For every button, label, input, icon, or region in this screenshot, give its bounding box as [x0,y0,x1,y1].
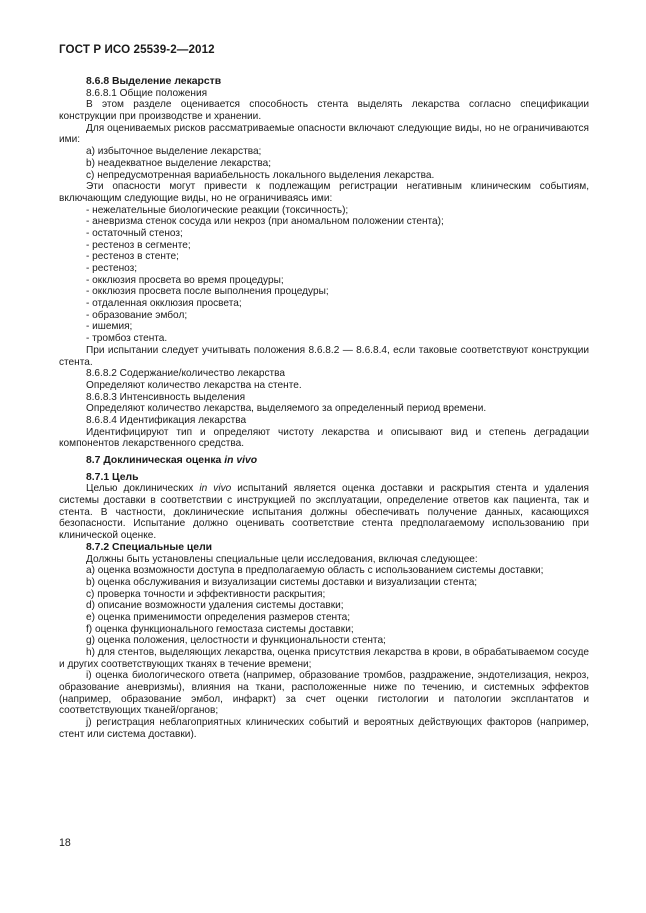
paragraph: При испытании следует учитывать положения 8.6.8.2 — 8.6.8.4, если таковые соответствуют конструкции стента. [59,344,589,368]
list-item: - аневризма стенок сосуда или некроз (при аномальном положении стента); [86,216,444,228]
text-run: Целью доклинических [86,483,200,495]
paragraph: Для оцениваемых рисков рассматриваемые опасности включают следующие виды, но не ограничиваются ими: [59,122,589,146]
subsection-title-8-6-8-2: 8.6.8.2 Содержание/количество лекарства [86,368,286,380]
list-item: - рестеноз в сегменте; [86,239,191,251]
italic-run: in vivo [199,483,232,495]
list-item: d) описание возможности удаления системы доставки; [86,600,344,612]
list-item: b) оценка обслуживания и визуализации системы доставки и визуализации стента; [86,576,478,588]
paragraph: Идентифицируют тип и определяют чистоту лекарства и описывают вид и степень деградации компонентов лекарственного средства. [59,426,589,450]
paragraph: В этом разделе оценивается способность стента выделять лекарства согласно спецификации конструкции при производстве и хранении. [59,99,589,123]
paragraph: Определяют количество лекарства на стенте. [86,379,302,391]
subsection-title-8-6-8-1: 8.6.8.1 Общие положения [86,87,208,99]
list-item: b) неадекватное выделение лекарства; [86,157,271,169]
heading-italic: in vivo [224,455,258,466]
list-item: - ишемия; [86,321,133,333]
paragraph: Эти опасности могут привести к подлежащим регистрации негативным клиническим событиям, включающим следующие виды, но не ограничиваясь ими: [59,181,589,204]
section-heading-8-7-2: 8.7.2 Специальные цели [86,541,213,553]
list-item: - образование эмбол; [86,309,188,321]
list-item: g) оценка положения, целостности и функциональности стента; [86,635,386,647]
paragraph: Определяют количество лекарства, выделяемого за определенный период времени. [86,403,487,415]
text-run: испытаний является оценка доставки и раскрытия стента и удаления системы доставки в соответствии с инструкцией по эксплуатации, определение ответов как пациента, так и стента. В частности, доклинические испытания должны обеспечивать получение данных, касающихся безопасности. Испытание должно оценивать соответствие стента предполагаемому использованию при клинической оценке. [59,483,589,542]
list-item: a) оценка возможности доступа в предполагаемую область с использованием системы доставки; [86,565,544,577]
subsection-title-8-6-8-3: 8.6.8.3 Интенсивность выделения [86,391,246,403]
heading-text: 8.7 Доклиническая оценка [86,455,225,466]
list-item: e) оценка применимости определения размеров стента; [86,611,351,623]
subsection-title-8-6-8-4: 8.6.8.4 Идентификация лекарства [86,414,247,426]
list-item: f) оценка функционального гемостаза системы доставки; [86,623,354,635]
document-header: ГОСТ Р ИСО 25539-2—2012 [59,43,215,56]
list-item: - рестеноз; [86,263,138,274]
list-item: a) избыточное выделение лекарства; [86,146,262,158]
list-item: c) непредусмотренная вариабельность локального выделения лекарства. [86,169,435,181]
list-item: j) регистрация неблагоприятных клинических событий и вероятных действующих факторов (например, стент или система доставки). [59,717,589,740]
list-item: - тромбоз стента. [86,333,168,345]
list-item: - отдаленная окклюзия просвета; [86,298,242,310]
section-heading-8-7 [59,455,589,467]
paragraph [59,483,589,541]
list-item: c) проверка точности и эффективности раскрытия; [86,588,326,600]
list-item: - остаточный стеноз; [86,227,183,239]
page-number: 18 [59,837,71,849]
list-item: - нежелательные биологические реакции (токсичность); [86,204,349,216]
section-heading-8-7-1: 8.7.1 Цель [86,471,139,483]
list-item: - окклюзия просвета во время процедуры; [86,274,284,286]
list-item: - окклюзия просвета после выполнения процедуры; [86,286,329,298]
paragraph: Должны быть установлены специальные цели исследования, включая следующее: [86,553,478,565]
section-heading-8-6-8: 8.6.8 Выделение лекарств [86,76,222,87]
list-item: - рестеноз в стенте; [86,251,179,263]
list-item: h) для стентов, выделяющих лекарства, оценка присутствия лекарства в крови, в обрабатываемом сосуде и других соответствующих тканях в течение времени; [59,647,590,670]
document-body [59,76,589,741]
list-item: i) оценка биологического ответа (например, образование тромбов, раздражение, эндотелизация, некроз, образование аневризмы), влияния на ткани, расположенные ниже по течению, и системных эффектов (например, образование эмбол, инфаркт) за счет оценки гистологии и патологии эксплантатов и соответствующих тканей/органов; [59,670,589,717]
